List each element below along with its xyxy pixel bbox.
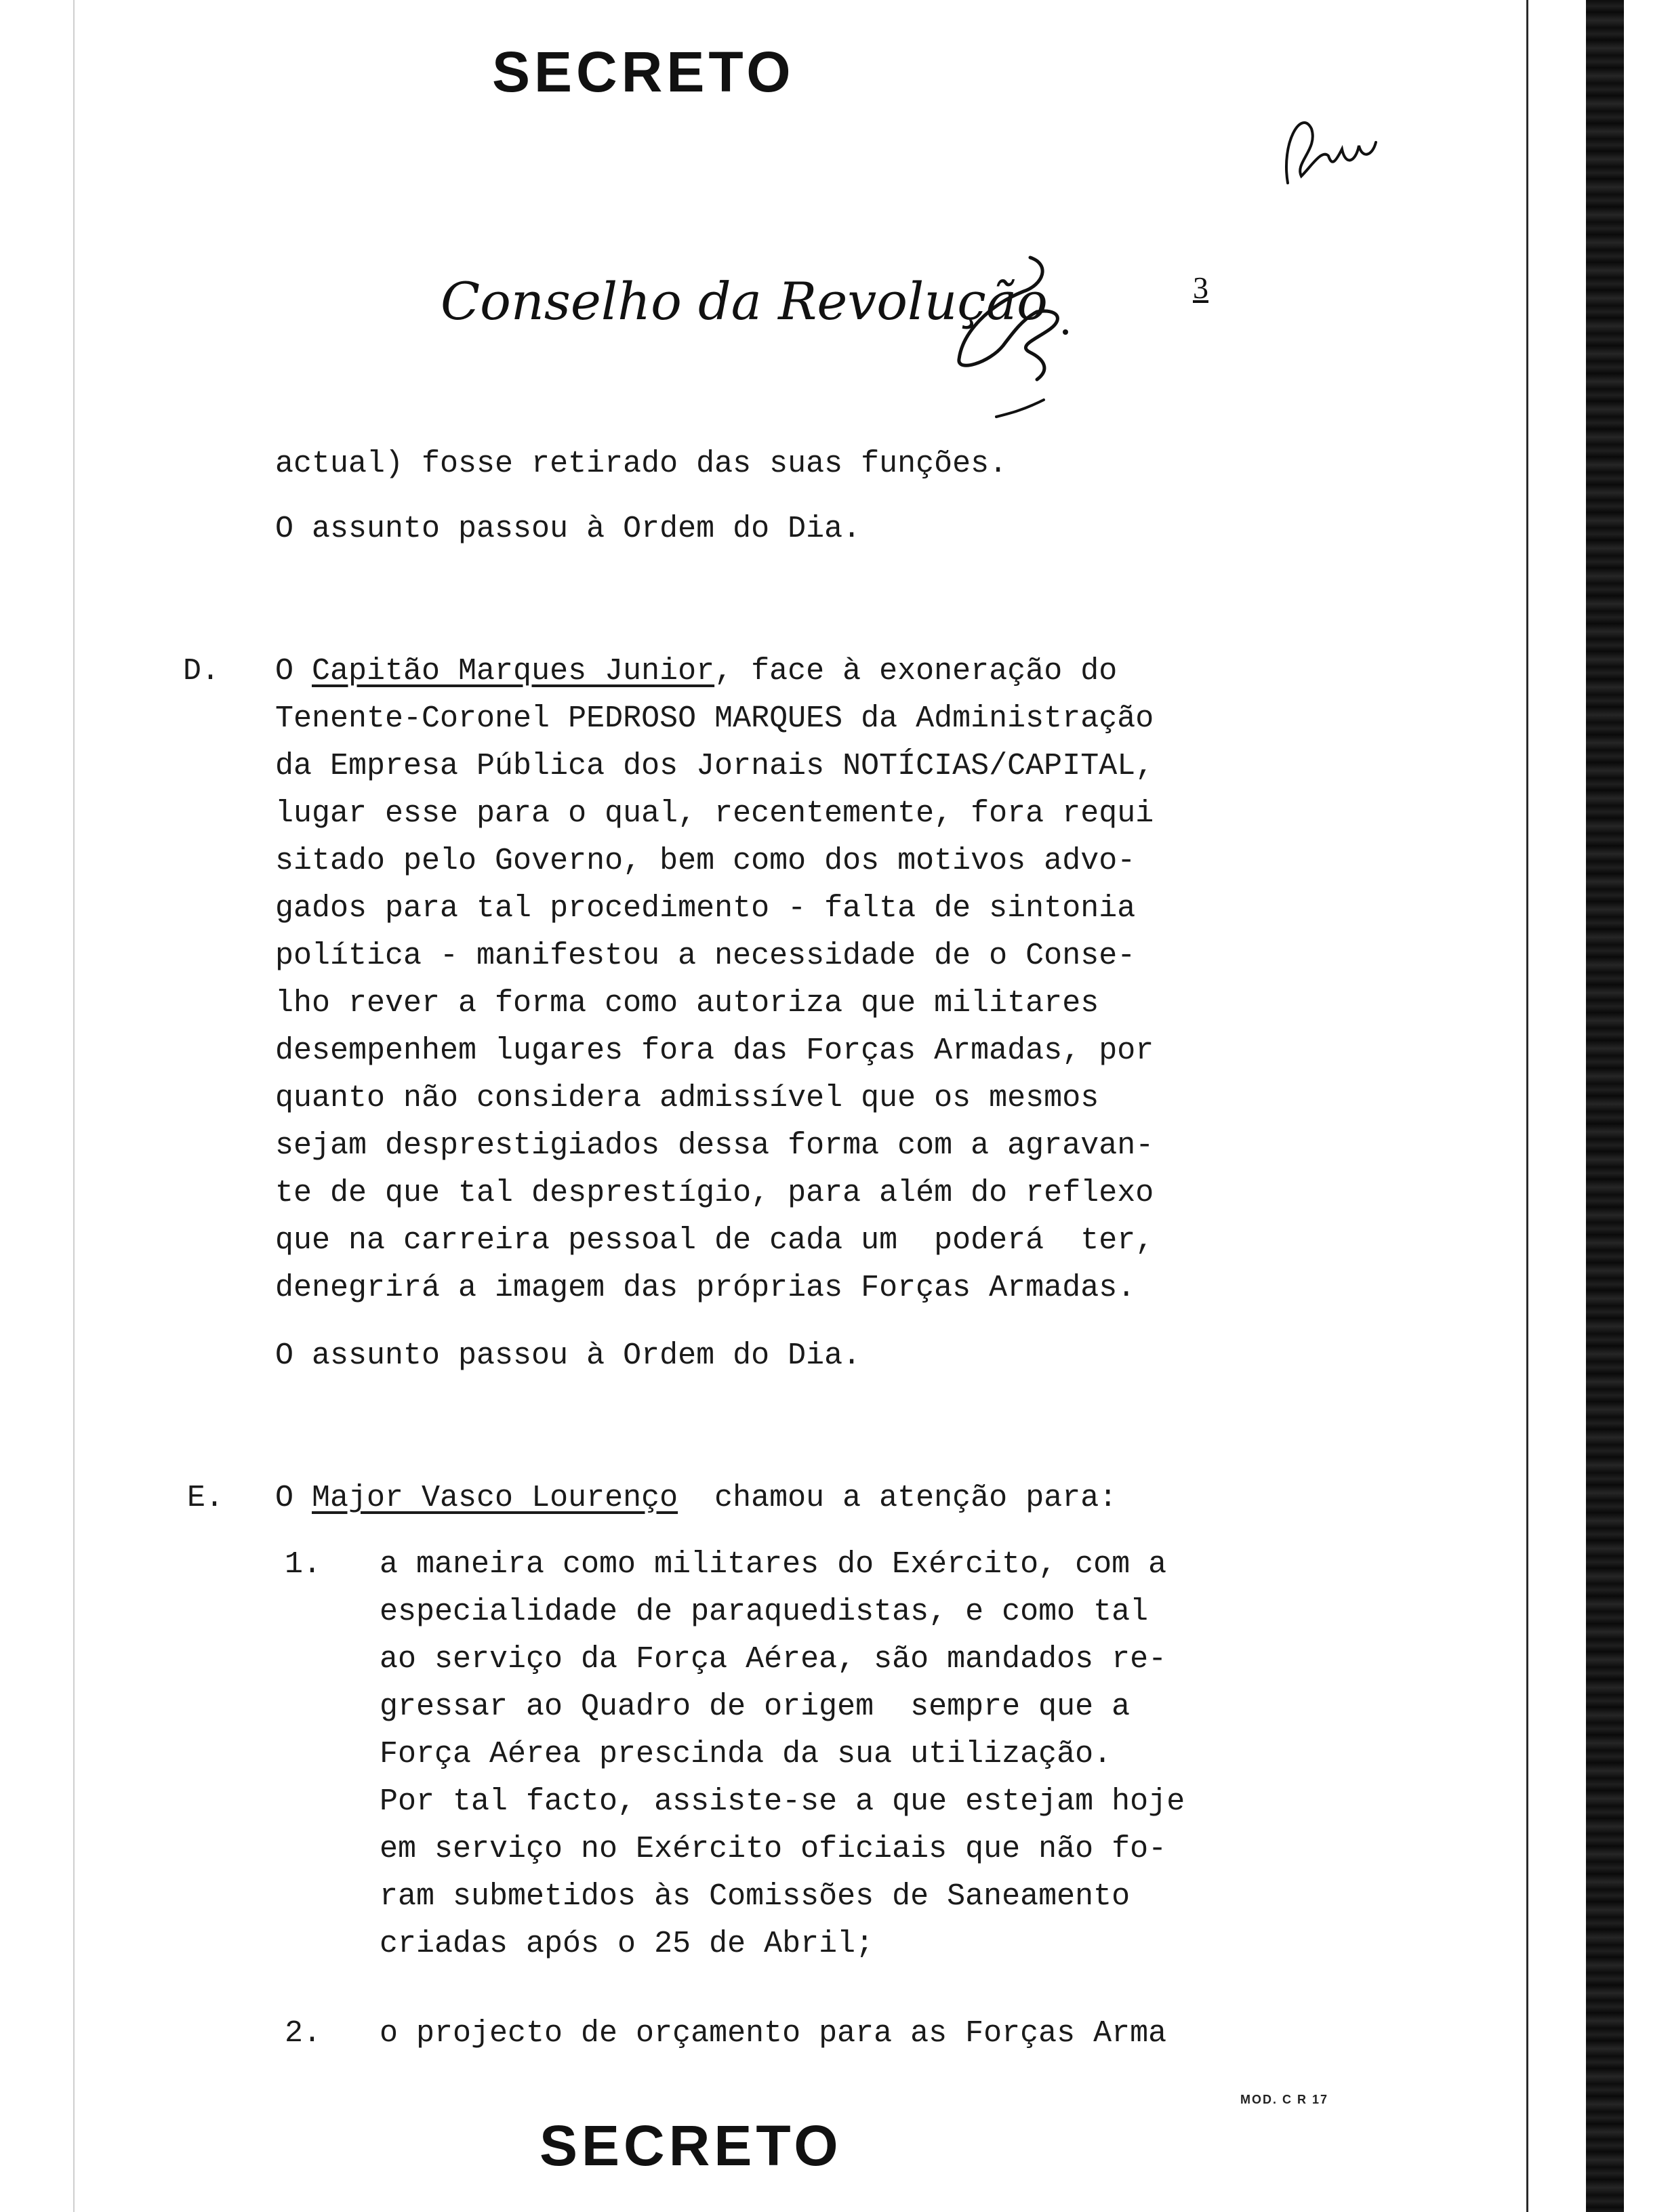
- section-d-line: sitado pelo Governo, bem como dos motivos advo-: [275, 844, 1136, 878]
- item-1-line: Por tal facto, assiste-se a que estejam hoje: [380, 1784, 1185, 1819]
- section-e-letter: E.: [187, 1481, 224, 1515]
- page-number: 3: [1193, 270, 1208, 305]
- form-code: MOD. C R 17: [1240, 2093, 1329, 2106]
- intro-line-2: O assunto passou à Ordem do Dia.: [275, 512, 861, 546]
- section-d-line: Tenente-Coronel PEDROSO MARQUES da Administração: [275, 701, 1154, 736]
- item-1-line: gressar ao Quadro de origem sempre que a: [380, 1689, 1131, 1724]
- handwritten-initials: [1274, 102, 1383, 197]
- section-e-line1-rest: chamou a atenção para:: [678, 1481, 1118, 1515]
- section-d-line: política - manifestou a necessidade de o Conse-: [275, 939, 1136, 973]
- section-d-line: te de que tal desprestígio, para além do reflexo: [275, 1176, 1154, 1210]
- section-d-line-1: [275, 656, 1117, 687]
- section-e-prefix: O: [275, 1481, 312, 1515]
- item-1-line: em serviço no Exército oficiais que não fo-: [380, 1832, 1167, 1866]
- item-1-line: ram submetidos às Comissões de Saneamento: [380, 1879, 1131, 1914]
- section-e-speaker: Major Vasco Lourenço: [312, 1481, 678, 1515]
- item-1-line: criadas após o 25 de Abril;: [380, 1927, 874, 1961]
- section-d-letter: D.: [183, 654, 220, 689]
- section-d-line: da Empresa Pública dos Jornais NOTÍCIAS/CAPITAL,: [275, 749, 1154, 783]
- section-d-line: gados para tal procedimento - falta de sintonia: [275, 891, 1136, 926]
- left-margin-rule: [73, 0, 75, 2212]
- section-d-closing: O assunto passou à Ordem do Dia.: [275, 1338, 861, 1373]
- intro-line-1: actual) fosse retirado das suas funções.: [275, 447, 1008, 481]
- item-1-line: a maneira como militares do Exército, com a: [380, 1547, 1167, 1582]
- section-d-line: denegrirá a imagem das próprias Forças Armadas.: [275, 1271, 1136, 1305]
- item-1-marker: 1.: [285, 1547, 322, 1582]
- item-2-marker: 2.: [285, 2016, 322, 2051]
- section-d-line1-rest: , face à exoneração do: [714, 654, 1118, 689]
- section-d-line: desempenhem lugares fora das Forças Armadas, por: [275, 1033, 1154, 1068]
- item-1-line: Força Aérea prescinda da sua utilização.: [380, 1737, 1112, 1771]
- scan-binding-shadow: [1586, 0, 1624, 2212]
- item-1-line: especialidade de paraquedistas, e como tal: [380, 1595, 1149, 1629]
- council-letterhead: Conselho da Revolução: [441, 271, 1048, 331]
- classification-stamp-bottom: SECRETO: [539, 2114, 842, 2177]
- item-2-line: o projecto de orçamento para as Forças Arma: [380, 2016, 1167, 2051]
- section-d-prefix: O: [275, 654, 312, 689]
- section-d-line: quanto não considera admissível que os mesmos: [275, 1081, 1099, 1115]
- section-d-line: que na carreira pessoal de cada um poderá ter,: [275, 1223, 1154, 1258]
- scan-edge-line: [1526, 0, 1528, 2212]
- section-d-line: lugar esse para o qual, recentemente, fora requi: [275, 796, 1154, 831]
- section-d-line: lho rever a forma como autoriza que militares: [275, 986, 1099, 1021]
- item-1-line: ao serviço da Força Aérea, são mandados re-: [380, 1642, 1167, 1677]
- classification-stamp-top: SECRETO: [492, 40, 795, 104]
- section-d-speaker: Capitão Marques Junior: [312, 654, 715, 689]
- handwritten-signature: [949, 244, 1084, 420]
- section-e-line-1: [275, 1483, 1117, 1513]
- section-d-line: sejam desprestigiados dessa forma com a agravan-: [275, 1128, 1154, 1163]
